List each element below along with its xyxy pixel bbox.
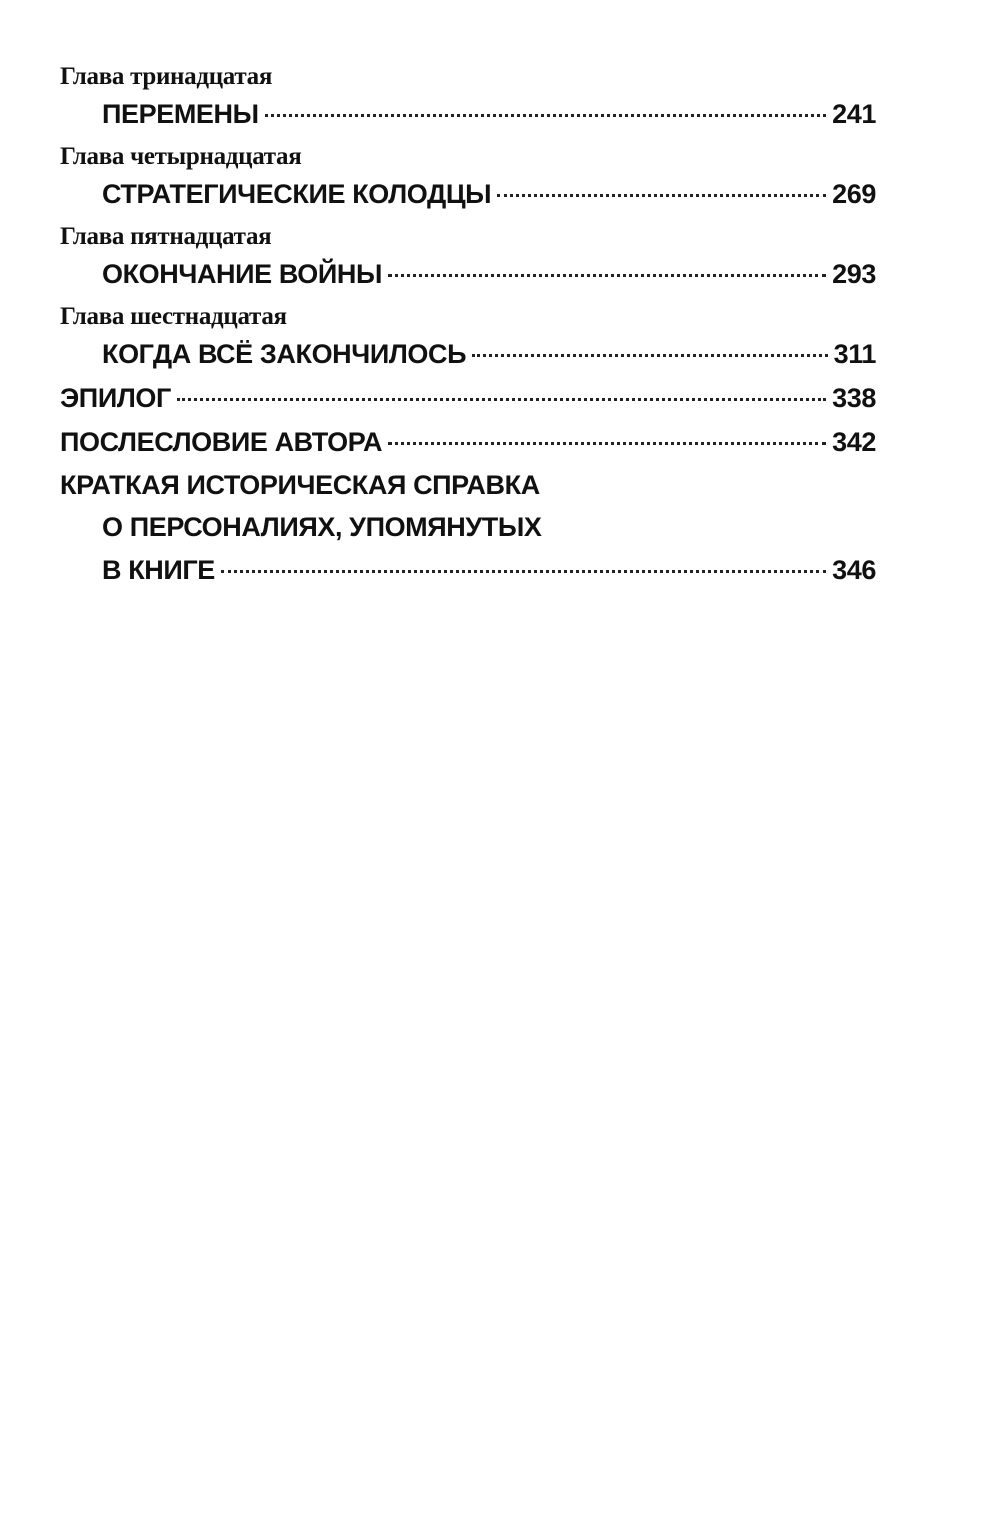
chapter-label: Глава шестнадцатая [60,303,287,330]
toc-entry-chapter-14 [60,172,876,216]
toc-entry-title: КОГДА ВСЁ ЗАКОНЧИЛОСЬ [102,339,467,369]
toc-entry-title: В КНИГЕ [102,555,215,585]
toc-entry-title: ЭПИЛОГ [60,383,171,413]
dot-leader [221,570,826,573]
toc-entry-title: ПЕРЕМЕНЫ [102,99,259,129]
chapter-label: Глава тринадцатая [60,63,273,90]
toc-entry-title: СТРАТЕГИЧЕСКИЕ КОЛОДЦЫ [102,179,492,209]
toc-entry-page-number: 311 [833,339,876,369]
toc-entry-title: ПОСЛЕСЛОВИЕ АВТОРА [60,427,383,457]
toc-entry-chapter-13 [60,92,876,136]
toc-entry-page-number: 338 [832,383,876,413]
toc-entry-epilogue [60,376,876,420]
toc-entry-page-number: 293 [832,259,876,289]
table-of-contents [60,62,876,592]
toc-entry-reference-line-1: КРАТКАЯ ИСТОРИЧЕСКАЯ СПРАВКА [60,470,540,500]
toc-entry-page-number: 346 [832,555,876,585]
toc-entry-title: ОКОНЧАНИЕ ВОЙНЫ [102,259,383,289]
toc-entry-chapter-15 [60,252,876,296]
toc-entry-page-number: 342 [832,427,876,457]
dot-leader [265,114,826,117]
toc-entry-afterword [60,420,876,464]
dot-leader [472,354,828,357]
toc-entry-reference-line-2: О ПЕРСОНАЛИЯХ, УПОМЯНУТЫХ [102,512,542,542]
dot-leader [388,442,826,445]
toc-entry-page-number: 241 [832,99,876,129]
toc-entry-reference [60,548,876,592]
toc-entry-page-number: 269 [832,179,876,209]
dot-leader [177,398,826,401]
toc-entry-chapter-16 [60,332,876,376]
dot-leader [388,274,826,277]
chapter-label: Глава четырнадцатая [60,143,302,170]
dot-leader [497,194,826,197]
chapter-label: Глава пятнадцатая [60,223,272,250]
